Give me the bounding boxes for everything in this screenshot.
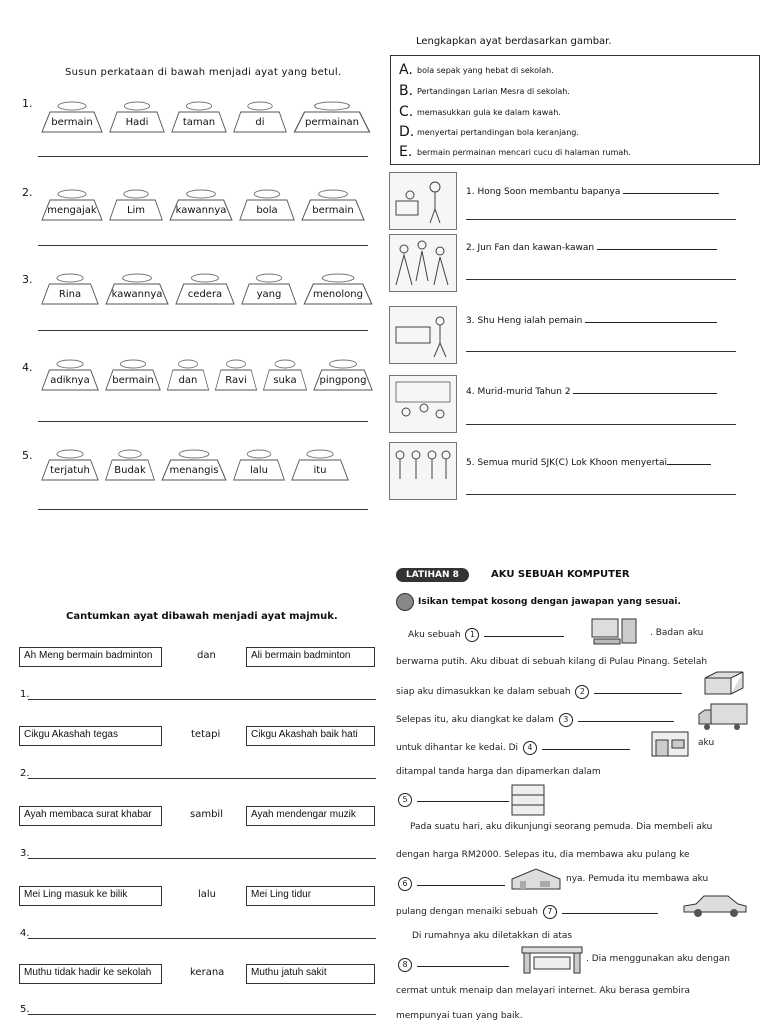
computer-desk-icon (520, 945, 584, 975)
answer-line[interactable] (466, 351, 736, 352)
passage-line: . Badan aku (650, 628, 704, 638)
sentence-box-right: Ali bermain badminton (246, 647, 375, 667)
word-cloud: bola (238, 186, 296, 222)
house-icon (510, 867, 562, 891)
picture-question-2: 2. Jun Fan dan kawan-kawan (466, 243, 717, 253)
conjunction: dan (197, 650, 216, 661)
word-cloud: Rina (40, 270, 100, 306)
word-cloud: permainan (292, 98, 372, 134)
word-cloud: pingpong (312, 356, 374, 392)
word-row-3 (40, 270, 374, 306)
cantum-title: Cantumkan ayat dibawah menjadi ayat majmuk. (66, 611, 338, 622)
choice-d: D. menyertai pertandingan bola keranjang. (399, 124, 579, 140)
answer-line[interactable] (28, 1014, 376, 1015)
sentence-box-right: Ayah mendengar muzik (246, 806, 375, 826)
answer-number: 1. (20, 689, 30, 700)
word-cloud: Lim (108, 186, 164, 222)
word-cloud: bermain (40, 98, 104, 134)
word-row-4 (40, 356, 374, 392)
word-cloud: bermain (300, 186, 366, 222)
conjunction: kerana (190, 967, 225, 978)
picture-classroom-pupils (389, 375, 457, 433)
picture-question-1: 1. Hong Soon membantu bapanya (466, 187, 719, 197)
pencil-icon (396, 593, 414, 611)
passage-line: untuk dihantar ke kedai. Di 4 (396, 741, 630, 755)
passage-line: Di rumahnya aku diletakkan di atas (412, 931, 573, 941)
word-cloud: kawannya (168, 186, 234, 222)
answer-line[interactable] (28, 778, 376, 779)
lorry-icon (697, 702, 749, 732)
word-cloud: Budak (104, 446, 156, 482)
picture-question-5: 5. Semua murid SJK(C) Lok Khoon menyertai (466, 458, 711, 468)
word-cloud: lalu (232, 446, 286, 482)
word-row-1 (40, 98, 372, 134)
answer-number: 4. (20, 928, 30, 939)
passage-line: berwarna putih. Aku dibuat di sebuah kilang di Pulau Pinang. Setelah (396, 657, 708, 667)
answer-line[interactable] (466, 219, 736, 220)
answer-line[interactable] (38, 156, 368, 157)
question-number: 4. (22, 361, 33, 374)
question-number: 1. (22, 97, 33, 110)
passage-line: siap aku dimasukkan ke dalam sebuah 2 (396, 685, 682, 699)
word-cloud: itu (290, 446, 350, 482)
answer-line[interactable] (466, 279, 736, 280)
word-cloud: di (232, 98, 288, 134)
latihan-badge: LATIHAN 8 (396, 568, 469, 582)
choice-c: C. memasukkan gula ke dalam kawah. (399, 104, 561, 120)
word-cloud: adiknya (40, 356, 100, 392)
passage-line: nya. Pemuda itu membawa aku (566, 874, 709, 884)
passage-line: aku (698, 738, 715, 748)
shelf-icon (510, 783, 546, 817)
conjunction: lalu (198, 889, 217, 900)
picture-question-3: 3. Shu Heng ialah pemain (466, 316, 717, 326)
answer-line[interactable] (38, 245, 368, 246)
question-number: 5. (22, 449, 33, 462)
box-icon (703, 670, 745, 696)
word-row-5 (40, 446, 350, 482)
passage-line: 8 (396, 958, 509, 972)
word-cloud: cedera (174, 270, 236, 306)
picture-father-son (389, 172, 457, 230)
shop-icon (650, 728, 690, 758)
passage-line: cermat untuk menaip dan melayari internet. Aku berasa gembira (396, 986, 690, 996)
passage-line: pulang dengan menaiki sebuah 7 (396, 905, 658, 919)
instruction: Isikan tempat kosong dengan jawapan yang sesuai. (418, 597, 681, 607)
word-cloud: yang (240, 270, 298, 306)
choice-e: E. bermain permainan mencari cucu di halaman rumah. (399, 144, 631, 160)
answer-number: 2. (20, 768, 30, 779)
word-cloud: bermain (104, 356, 162, 392)
passage-line: mempunyai tuan yang baik. (396, 1011, 523, 1021)
word-cloud: kawannya (104, 270, 170, 306)
question-number: 3. (22, 273, 33, 286)
computer-icon (590, 617, 640, 647)
question-number: 2. (22, 186, 33, 199)
sentence-box-left: Ayah membaca surat khabar (19, 806, 162, 826)
passage-line: dengan harga RM2000. Selepas itu, dia membawa aku pulang ke (396, 850, 690, 860)
conjunction: tetapi (191, 729, 221, 740)
conjunction: sambil (190, 809, 223, 820)
sentence-box-left: Muthu tidak hadir ke sekolah (19, 964, 162, 984)
sentence-box-right: Muthu jatuh sakit (246, 964, 375, 984)
passage-line: Pada suatu hari, aku dikunjungi seorang pemuda. Dia membeli aku (410, 822, 713, 832)
answer-line[interactable] (28, 938, 376, 939)
sentence-box-left: Cikgu Akashah tegas (19, 726, 162, 746)
answer-line[interactable] (466, 424, 736, 425)
choice-b: B. Pertandingan Larian Mesra di sekolah. (399, 83, 570, 99)
susun-title: Susun perkataan di bawah menjadi ayat yang betul. (65, 67, 342, 78)
word-cloud: Ravi (214, 356, 258, 392)
sentence-box-left: Mei Ling masuk ke bilik (19, 886, 162, 906)
passage-line: 6 (396, 877, 505, 891)
picture-children-playing (389, 234, 457, 292)
answer-line[interactable] (38, 509, 368, 510)
picture-basketball-player (389, 306, 457, 364)
picture-running-race (389, 442, 457, 500)
word-cloud: terjatuh (40, 446, 100, 482)
picture-question-4: 4. Murid-murid Tahun 2 (466, 387, 717, 397)
word-cloud: mengajak (40, 186, 104, 222)
sentence-box-right: Mei Ling tidur (246, 886, 375, 906)
passage-line: Selepas itu, aku diangkat ke dalam 3 (396, 713, 674, 727)
car-icon (680, 892, 750, 920)
passage-line: . Dia menggunakan aku dengan (586, 954, 730, 964)
word-cloud: taman (170, 98, 228, 134)
choices-box (390, 55, 760, 165)
lengkap-title: Lengkapkan ayat berdasarkan gambar. (416, 36, 612, 47)
choice-a: A. bola sepak yang hebat di sekolah. (399, 62, 554, 78)
answer-number: 3. (20, 848, 30, 859)
answer-line[interactable] (28, 699, 376, 700)
answer-line[interactable] (28, 858, 376, 859)
answer-line[interactable] (38, 330, 368, 331)
word-row-2 (40, 186, 366, 222)
passage-line: 5 (396, 793, 509, 807)
word-cloud: Hadi (108, 98, 166, 134)
word-cloud: menangis (160, 446, 228, 482)
sentence-box-left: Ah Meng bermain badminton (19, 647, 162, 667)
word-cloud: menolong (302, 270, 374, 306)
word-cloud: dan (166, 356, 210, 392)
answer-number: 5. (20, 1004, 30, 1015)
latihan-title: AKU SEBUAH KOMPUTER (491, 569, 630, 580)
sentence-box-right: Cikgu Akashah baik hati (246, 726, 375, 746)
answer-line[interactable] (38, 421, 368, 422)
answer-line[interactable] (466, 494, 736, 495)
word-cloud: suka (262, 356, 308, 392)
passage-line: ditampal tanda harga dan dipamerkan dalam (396, 767, 601, 777)
passage-line: Aku sebuah 1 (408, 628, 564, 642)
